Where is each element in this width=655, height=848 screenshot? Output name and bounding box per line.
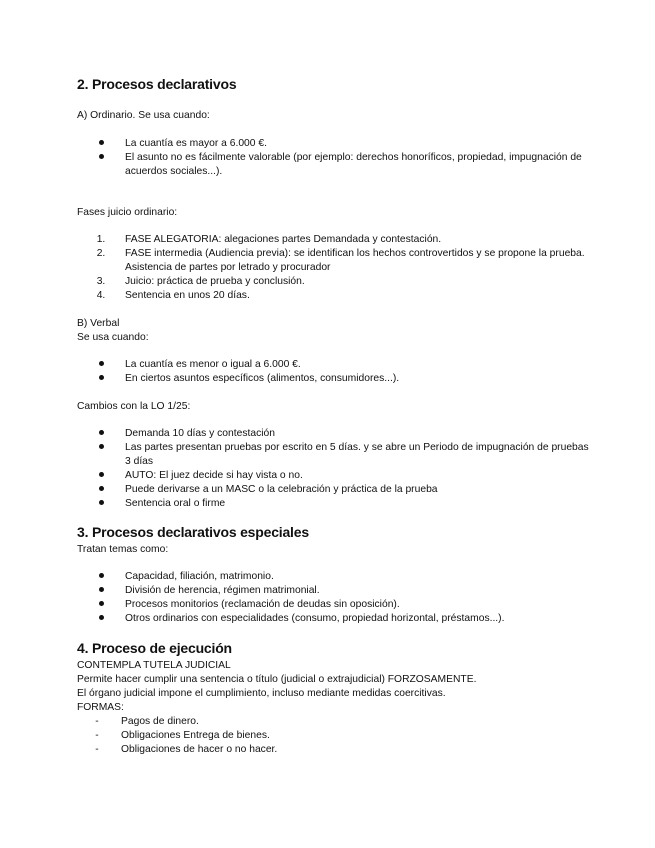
list-item: 3. Juicio: práctica de prueba y conclusión. xyxy=(86,275,592,289)
dash-icon: - xyxy=(95,744,99,755)
formas-list xyxy=(82,715,588,757)
bullet-icon xyxy=(86,612,116,626)
section-4-line-1: CONTEMPLA TUTELA JUDICIAL xyxy=(77,660,231,671)
section-2-title: 2. Procesos declarativos xyxy=(77,76,237,92)
bullet-icon xyxy=(86,427,116,441)
section-4-line-3: El órgano judicial impone el cumplimiento, incluso mediante medidas coercitivas. xyxy=(77,688,446,699)
list-number: 3. xyxy=(96,276,106,287)
bullet-icon xyxy=(86,483,116,497)
list-item: - Obligaciones de hacer o no hacer. xyxy=(82,743,588,757)
list-item: 2. FASE intermedia (Audiencia previa): se identifican los hechos controvertidos y se propone la prueba. Asistencia de partes por letrado y procurador xyxy=(86,247,592,275)
section-4-line-2: Permite hacer cumplir una sentencia o título (judicial o extrajudicial) FORZOSAMENTE. xyxy=(77,674,477,685)
bullet-icon xyxy=(86,570,116,584)
list-item: - Pagos de dinero. xyxy=(82,715,588,729)
list-number: 4. xyxy=(96,290,106,301)
bullet-icon xyxy=(86,151,116,165)
especiales-list xyxy=(86,570,592,626)
list-item: La cuantía es menor o igual a 6.000 €. xyxy=(86,358,592,372)
list-number: 1. xyxy=(96,234,106,245)
fases-list xyxy=(86,233,592,303)
cambios-title: Cambios con la LO 1/25: xyxy=(77,401,191,412)
verbal-title: B) Verbal xyxy=(77,318,120,329)
bullet-icon xyxy=(86,441,116,455)
bullet-icon xyxy=(86,497,116,511)
list-item: AUTO: El juez decide si hay vista o no. xyxy=(86,469,592,483)
list-item: La cuantía es mayor a 6.000 €. xyxy=(86,137,592,151)
verbal-intro: Se usa cuando: xyxy=(77,332,149,343)
bullet-icon xyxy=(86,469,116,483)
list-item: 4. Sentencia en unos 20 días. xyxy=(86,289,592,303)
fases-title: Fases juicio ordinario: xyxy=(77,207,178,218)
list-item: Demanda 10 días y contestación xyxy=(86,427,592,441)
list-item: Procesos monitorios (reclamación de deudas sin oposición). xyxy=(86,598,592,612)
bullet-icon xyxy=(86,358,116,372)
cambios-list xyxy=(86,427,592,511)
section-4-line-4: FORMAS: xyxy=(77,702,124,713)
list-item: Otros ordinarios con especialidades (consumo, propiedad horizontal, préstamos...). xyxy=(86,612,592,626)
list-number: 2. xyxy=(96,248,106,259)
list-item: - Obligaciones Entrega de bienes. xyxy=(82,729,588,743)
section-4-title: 4. Proceso de ejecución xyxy=(77,640,232,656)
bullet-icon xyxy=(86,598,116,612)
list-item: Capacidad, filiación, matrimonio. xyxy=(86,570,592,584)
dash-icon: - xyxy=(95,730,99,741)
section-3-intro: Tratan temas como: xyxy=(77,544,169,555)
list-item: División de herencia, régimen matrimonial. xyxy=(86,584,592,598)
list-item: Puede derivarse a un MASC o la celebración y práctica de la prueba xyxy=(86,483,592,497)
list-item: Las partes presentan pruebas por escrito en 5 días. y se abre un Periodo de impugnación de pruebas 3 días xyxy=(86,441,592,469)
ordinario-intro: A) Ordinario. Se usa cuando: xyxy=(77,110,210,121)
ordinario-list xyxy=(86,137,592,179)
dash-icon: - xyxy=(95,716,99,727)
verbal-list xyxy=(86,358,592,386)
bullet-icon xyxy=(86,137,116,151)
bullet-icon xyxy=(86,584,116,598)
list-item: 1. FASE ALEGATORIA: alegaciones partes Demandada y contestación. xyxy=(86,233,592,247)
list-item: El asunto no es fácilmente valorable (por ejemplo: derechos honoríficos, propiedad, impugnación de acuerdos sociales...). xyxy=(86,151,592,179)
list-item: En ciertos asuntos específicos (alimentos, consumidores...). xyxy=(86,372,592,386)
list-item: Sentencia oral o firme xyxy=(86,497,592,511)
bullet-icon xyxy=(86,372,116,386)
section-3-title: 3. Procesos declarativos especiales xyxy=(77,524,309,540)
